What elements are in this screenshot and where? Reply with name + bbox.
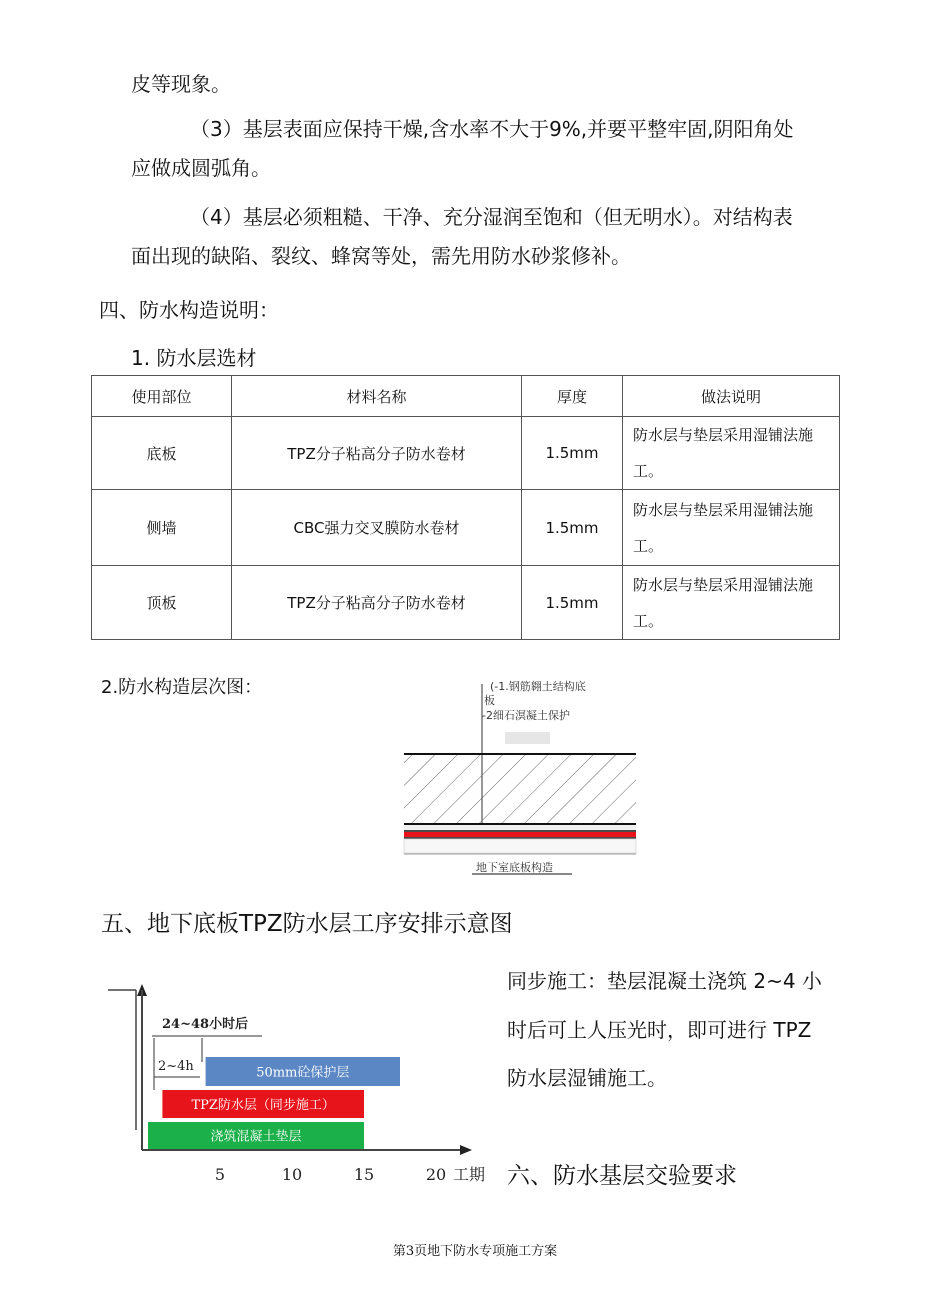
materials-table [91, 375, 840, 640]
paragraph-line: （3）基层表面应保持干燥,含水率不大于9%,并要平整牢固,阴阳角处 [190, 117, 794, 141]
cell-thickness: 1.5mm [522, 490, 623, 566]
paragraph-line: （4）基层必须粗糙、干净、充分湿润至饱和（但无明水）。对结构表 [190, 205, 793, 229]
x-axis-arrow [460, 1145, 472, 1155]
cell-note: 防水层与垫层采用湿铺法施工。 [623, 417, 840, 490]
x-tick-label: 15 [353, 1165, 375, 1184]
cell-part: 顶板 [92, 566, 232, 640]
cell-note: 防水层与垫层采用湿铺法施工。 [623, 566, 840, 640]
gantt-bar-label: TPZ防水层（同步施工） [191, 1098, 335, 1113]
cell-thickness: 1.5mm [522, 566, 623, 640]
side-text-line: 同步施工：垫层混凝土浇筑 2~4 小 [507, 969, 822, 993]
x-tick-label: 5 [214, 1165, 226, 1184]
cell-note: 防水层与垫层采用湿铺法施工。 [623, 490, 840, 566]
paragraph-line: 面出现的缺陷、裂纹、蜂窝等处，需先用防水砂浆修补。 [131, 244, 631, 268]
header-cell: 使用部位 [92, 376, 232, 417]
bracket-label-4h: 2~4h [158, 1059, 194, 1074]
cushion-layer [404, 839, 636, 853]
fine-concrete-layer [404, 825, 636, 831]
header-cell: 厚度 [522, 376, 623, 417]
cell-material: CBC强力交叉膜防水卷材 [232, 490, 522, 566]
layer-diagram [400, 676, 640, 876]
gantt-bar-label: 浇筑混凝土垫层 [210, 1129, 302, 1145]
side-text-line: 时后可上人压光时，即可进行 TPZ [507, 1018, 812, 1042]
rc-structure-layer [404, 755, 636, 823]
cell-part: 底板 [92, 417, 232, 490]
paragraph-line: 皮等现象。 [131, 72, 231, 96]
diagram-label-1b: 板 [484, 694, 495, 707]
x-unit-label: 工期 [453, 1165, 486, 1184]
diagram-caption: 地下室底板构造 [476, 861, 553, 874]
cell-material: TPZ分子粘高分子防水卷材 [232, 417, 522, 490]
waterproof-layer [404, 832, 636, 837]
cell-thickness: 1.5mm [522, 417, 623, 490]
diagram-label-2: -2细石溟凝土保护 [482, 709, 570, 722]
subheading-1: 1. 防水层选材 [131, 346, 257, 370]
x-tick-label: 10 [281, 1165, 303, 1184]
table-row [92, 566, 840, 640]
table-header-row [92, 376, 840, 417]
diagram-label-1a: (-1.钢筋翱土结构底 [490, 680, 586, 693]
section-heading-4: 四、防水构造说明： [99, 298, 279, 322]
header-cell: 材料名称 [232, 376, 522, 417]
gantt-bar-label: 50mm砼保护层 [256, 1065, 350, 1081]
page-footer: 第3页地下防水专项施工方案 [392, 1244, 558, 1259]
header-cell: 做法说明 [623, 376, 840, 417]
paragraph-line: 应做成圆弧角。 [131, 156, 271, 180]
section-heading-6: 六、防水基层交验要求 [507, 1163, 737, 1189]
section-heading-5: 五、地下底板TPZ防水层工序安排示意图 [101, 911, 513, 937]
blurred-label [505, 732, 550, 744]
table-row [92, 417, 840, 490]
cell-part: 侧墙 [92, 490, 232, 566]
x-tick-label: 20 [425, 1165, 447, 1184]
bracket-label-48h: 24~48小时后 [162, 1017, 249, 1032]
side-text-line: 防水层湿铺施工。 [507, 1066, 667, 1090]
diagram-heading: 2.防水构造层次图： [101, 677, 263, 698]
schedule-chart [100, 980, 495, 1195]
table-row [92, 490, 840, 566]
cell-material: TPZ分子粘高分子防水卷材 [232, 566, 522, 640]
